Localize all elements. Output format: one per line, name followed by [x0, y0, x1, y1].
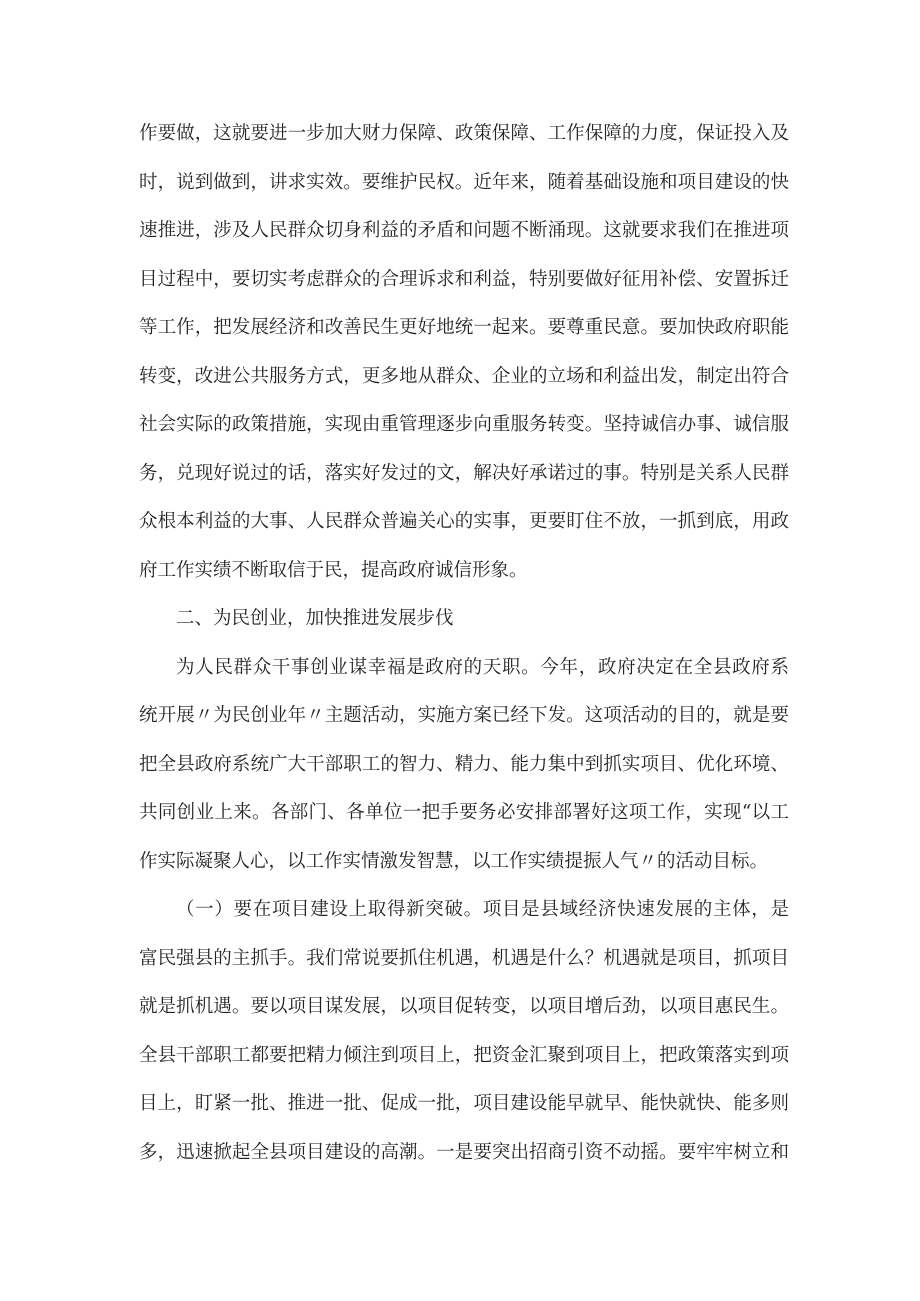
text-line: 时，说到做到，讲求实效。要维护民权。近年来，随着基础设施和项目建设的快 [139, 171, 789, 193]
text-line: 统开展〃为民创业年〃主题活动，实施方案已经下发。这项活动的目的，就是要 [139, 705, 789, 726]
text-line: 务，兑现好说过的话，落实好发过的文，解决好承诺过的事。特别是关系人民群 [139, 462, 789, 484]
text-line: 目过程中，要切实考虑群众的合理诉求和利益，特别要做好征用补偿、安置拆迁 [139, 268, 789, 290]
text-line: 转变，改进公共服务方式，更多地从群众、企业的立场和利益出发，制定出符合 [139, 365, 789, 387]
text-line: 把全县政府系统广大干部职工的智力、精力、能力集中到抓实项目、优化环境、 [139, 753, 789, 775]
text-line: 等工作，把发展经济和改善民生更好地统一起来。要尊重民意。要加快政府职能 [139, 317, 789, 338]
text-line: 全县干部职工都要把精力倾注到项目上，把资金汇聚到项目上，把政策落实到项 [139, 1044, 789, 1066]
paragraph-p1 [139, 110, 789, 595]
text-line: 为人民群众干事创业谋幸福是政府的天职。今年，政府决定在全县政府系 [176, 656, 789, 678]
text-line: 作要做，这就要进一步加大财力保障、政策保障、工作保障的力度，保证投入及 [139, 123, 789, 144]
text-line: 多，迅速掀起全县项目建设的高潮。一是要突出招商引资不动摇。要牢牢树立和 [139, 1141, 789, 1163]
heading-line: 二、为民创业，加快推进发展步伐 [176, 608, 454, 629]
text-line: 社会实际的政策措施，实现由重管理逐步向重服务转变。坚持诚信办事、诚信服 [139, 414, 789, 435]
section-heading [139, 595, 789, 644]
paragraph-p3 [139, 886, 789, 1177]
text-line: （一）要在项目建设上取得新突破。项目是县域经济快速发展的主体，是 [176, 899, 789, 920]
text-line: 目上，盯紧一批、推进一批、促成一批，项目建设能早就早、能快就快、能多则 [139, 1093, 789, 1114]
paragraph-p2 [139, 644, 789, 887]
document-body [139, 110, 789, 1177]
text-line: 府工作实绩不断取信于民，提高政府诚信形象。 [139, 559, 528, 581]
text-line: 就是抓机遇。要以项目谋发展，以项目促转变，以项目增后劲，以项目惠民生。 [139, 996, 789, 1017]
text-line: 共同创业上来。各部门、各单位一把手要务必安排部署好这项工作，实现“以工 [139, 802, 789, 823]
text-line: 众根本利益的大事、人民群众普遍关心的实事，更要盯住不放，一抓到底，用政 [139, 511, 789, 532]
text-line: 富民强县的主抓手。我们常说要抓住机遇，机遇是什么？机遇就是项目，抓项目 [139, 947, 789, 969]
text-line: 速推进，涉及人民群众切身利益的矛盾和问题不断涌现。这就要求我们在推进项 [139, 220, 789, 241]
text-line: 作实际凝聚人心，以工作实情激发智慧，以工作实绩提振人气〃的活动目标。 [139, 850, 769, 872]
